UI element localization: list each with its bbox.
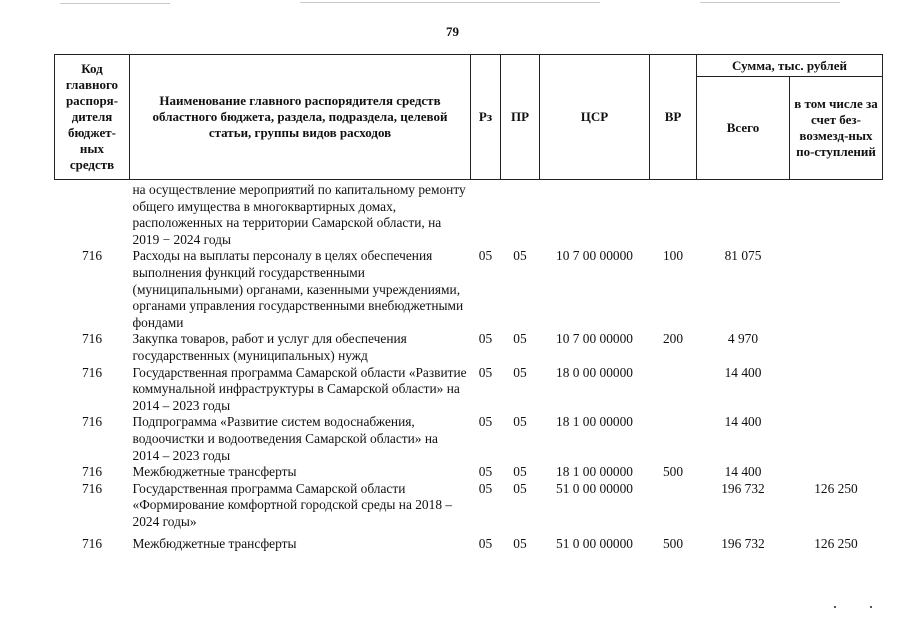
- cell-vr: 500: [662, 536, 684, 552]
- cell-pr: 05: [513, 248, 527, 264]
- cell-vr: 200: [662, 331, 684, 347]
- cell-csr: [540, 180, 650, 249]
- header-vr: ВР: [650, 55, 697, 180]
- header-free: в том числе за счет без-возмезд-ных по-ступлений: [790, 77, 883, 180]
- cell-free: [790, 464, 883, 481]
- cell-vr: [650, 365, 697, 415]
- cell-free: 126 250: [814, 480, 858, 496]
- table-row: [55, 414, 883, 464]
- cell-code: 716: [81, 480, 103, 496]
- table-row: [55, 248, 883, 331]
- table-row: [55, 365, 883, 415]
- cell-name: Государственная программа Самарской области «Развитие коммунальной инфраструктуры в Самарской области» на 2014 – 2023 годы: [132, 364, 467, 413]
- cell-free: [790, 414, 883, 464]
- cell-free: [790, 331, 883, 364]
- header-pr: ПР: [501, 55, 540, 180]
- cell-free: [790, 365, 883, 415]
- scan-artifact: [300, 2, 600, 3]
- cell-csr: 51 0 00 00000: [556, 536, 633, 552]
- header-name: Наименование главного распорядителя средств областного бюджета, раздела, подраздела, целевой статьи, группы видов расходов: [130, 55, 471, 180]
- cell-total: 14 400: [724, 464, 762, 480]
- table-row: [55, 530, 883, 553]
- cell-pr: 05: [513, 464, 527, 480]
- cell-csr: 18 1 00 00000: [556, 464, 633, 480]
- cell-rz: 05: [478, 536, 493, 552]
- cell-total: 196 732: [721, 536, 765, 552]
- scan-artifact: [834, 606, 836, 608]
- cell-code: 716: [81, 364, 103, 380]
- cell-code: 716: [81, 331, 103, 347]
- cell-vr: 500: [662, 464, 684, 480]
- cell-code: 716: [81, 248, 103, 264]
- cell-csr: 18 0 00 00000: [556, 364, 633, 380]
- cell-rz: [471, 180, 501, 249]
- cell-code: 716: [81, 464, 103, 480]
- cell-rz: 05: [478, 364, 493, 380]
- cell-vr: 100: [662, 248, 684, 264]
- cell-free: [790, 180, 883, 249]
- cell-name: Межбюджетные трансферты: [132, 464, 297, 480]
- cell-total: [697, 180, 790, 249]
- cell-name: Закупка товаров, работ и услуг для обеспечения государственных (муниципальных) нужд: [132, 331, 407, 363]
- cell-name: Подпрограмма «Развитие систем водоснабжения, водоочистки и водоотведения Самарской области» на 2014 – 2023 годы: [132, 414, 438, 463]
- cell-rz: 05: [478, 464, 493, 480]
- cell-total: 14 400: [724, 414, 762, 430]
- cell-free: [790, 248, 883, 331]
- header-rz: Рз: [471, 55, 501, 180]
- cell-pr: [501, 180, 540, 249]
- cell-code: [55, 180, 130, 249]
- header-sum: Сумма, тыс. рублей: [697, 55, 883, 77]
- cell-total: 4 970: [727, 331, 759, 347]
- scan-artifact: [60, 3, 170, 4]
- cell-rz: 05: [478, 480, 493, 496]
- page-number: 79: [446, 24, 459, 39]
- cell-vr: [650, 180, 697, 249]
- table-row: [55, 481, 883, 531]
- cell-code: 716: [81, 414, 103, 430]
- table-body: [55, 180, 883, 554]
- table-row: [55, 464, 883, 481]
- cell-pr: 05: [513, 364, 527, 380]
- cell-name: Расходы на выплаты персоналу в целях обеспечения выполнения функций государственными (муниципальными) органами, казенными учреждениями, органами управления государственными внебюджетными фондами: [132, 248, 464, 330]
- cell-csr: 51 0 00 00000: [556, 480, 633, 496]
- cell-pr: 05: [513, 536, 527, 552]
- cell-name: Межбюджетные трансферты: [132, 536, 297, 552]
- budget-table: [54, 54, 883, 553]
- cell-csr: 18 1 00 00000: [556, 414, 633, 430]
- header-csr: ЦСР: [540, 55, 650, 180]
- cell-code: 716: [81, 536, 103, 552]
- table-row: [55, 331, 883, 364]
- cell-total: 81 075: [724, 248, 762, 264]
- cell-pr: 05: [513, 331, 527, 347]
- cell-total: 14 400: [724, 364, 762, 380]
- cell-rz: 05: [478, 331, 493, 347]
- header-code: Код главного распоря-дителя бюджет-ных средств: [55, 55, 130, 180]
- scan-artifact: [870, 606, 872, 608]
- cell-name: на осуществление мероприятий по капитальному ремонту общего имущества в многоквартирных домах, расположенных на территории Самарской области, на 2019 − 2024 годы: [132, 182, 466, 247]
- cell-name: Государственная программа Самарской области «Формирование комфортной городской среды на 2018 – 2024 годы»: [132, 480, 453, 529]
- cell-pr: 05: [513, 414, 527, 430]
- header-total: Всего: [697, 77, 790, 180]
- cell-rz: 05: [478, 414, 493, 430]
- cell-csr: 10 7 00 00000: [556, 248, 633, 264]
- cell-vr: [650, 481, 697, 531]
- scan-artifact: [700, 2, 840, 3]
- cell-vr: [650, 414, 697, 464]
- cell-rz: 05: [478, 248, 493, 264]
- table-header: [55, 55, 883, 180]
- cell-free: 126 250: [814, 536, 858, 552]
- cell-csr: 10 7 00 00000: [556, 331, 633, 347]
- cell-pr: 05: [513, 480, 527, 496]
- cell-total: 196 732: [721, 480, 765, 496]
- table-row: [55, 180, 883, 249]
